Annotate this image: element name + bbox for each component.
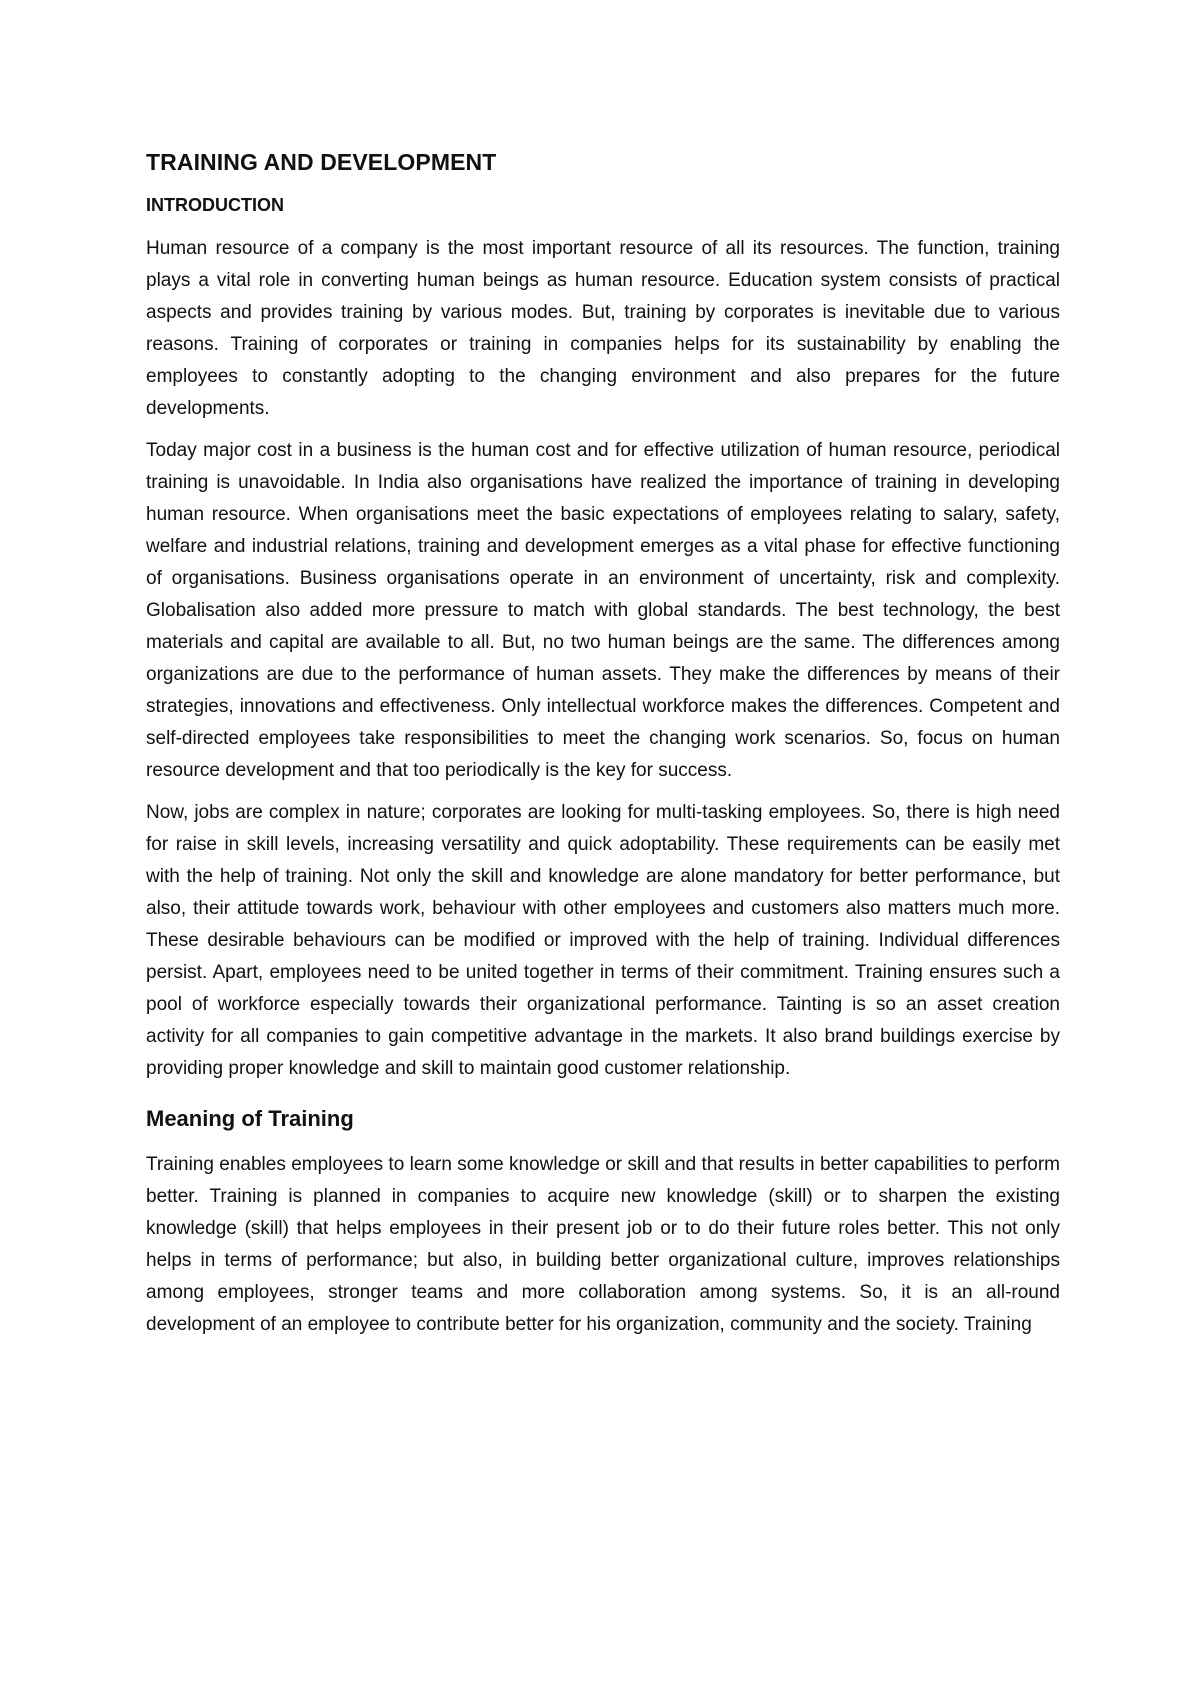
document-title: TRAINING AND DEVELOPMENT	[146, 149, 497, 175]
intro-paragraph-3: Now, jobs are complex in nature; corporates are looking for multi-tasking employees. So, there is high need for raise in skill levels, increasing versatility and quick adoptability. These requirements can be easily met with the help of training. Not only the skill and knowledge are alone mandatory for better performance, but also, their attitude towards work, behaviour with other employees and customers also matters much more. These desirable behaviours can be modified or improved with the help of training. Individual differences persist. Apart, employees need to be united together in terms of their commitment. Training ensures such a pool of workforce especially towards their organizational performance. Tainting is so an asset creation activity for all companies to gain competitive advantage in the markets. It also brand buildings exercise by providing proper knowledge and skill to maintain good customer relationship.	[146, 802, 1060, 1079]
document-page	[146, 146, 1060, 1351]
meaning-paragraph: Training enables employees to learn some knowledge or skill and that results in better capabilities to perform better. Training is planned in companies to acquire new knowledge (skill) or to sharpen the existing knowledge (skill) that helps employees in their present job or to do their future roles better. This not only helps in terms of performance; but also, in building better organizational culture, improves relationships among employees, stronger teams and more collaboration among systems. So, it is an all-round development of an employee to contribute better for his organization, community and the society. Training	[146, 1154, 1060, 1335]
intro-paragraph-2: Today major cost in a business is the human cost and for effective utilization of human resource, periodical training is unavoidable. In India also organisations have realized the importance of training in developing human resource. When organisations meet the basic expectations of employees relating to salary, safety, welfare and industrial relations, training and development emerges as a vital phase for effective functioning of organisations. Business organisations operate in an environment of uncertainty, risk and complexity. Globalisation also added more pressure to match with global standards. The best technology, the best materials and capital are available to all. But, no two human beings are the same. The differences among organizations are due to the performance of human assets. They make the differences by means of their strategies, innovations and effectiveness. Only intellectual workforce makes the differences. Competent and self-directed employees take responsibilities to meet the changing work scenarios. So, focus on human resource development and that too periodically is the key for success.	[146, 440, 1060, 781]
section-heading-meaning-of-training: Meaning of Training	[146, 1106, 354, 1131]
intro-paragraph-1: Human resource of a company is the most important resource of all its resources. The function, training plays a vital role in converting human beings as human resource. Education system consists of practical aspects and provides training by various modes. But, training by corporates is inevitable due to various reasons. Training of corporates or training in companies helps for its sustainability by enabling the employees to constantly adopting to the changing environment and also prepares for the future developments.	[146, 238, 1060, 419]
section-subtitle-introduction: INTRODUCTION	[146, 195, 284, 215]
